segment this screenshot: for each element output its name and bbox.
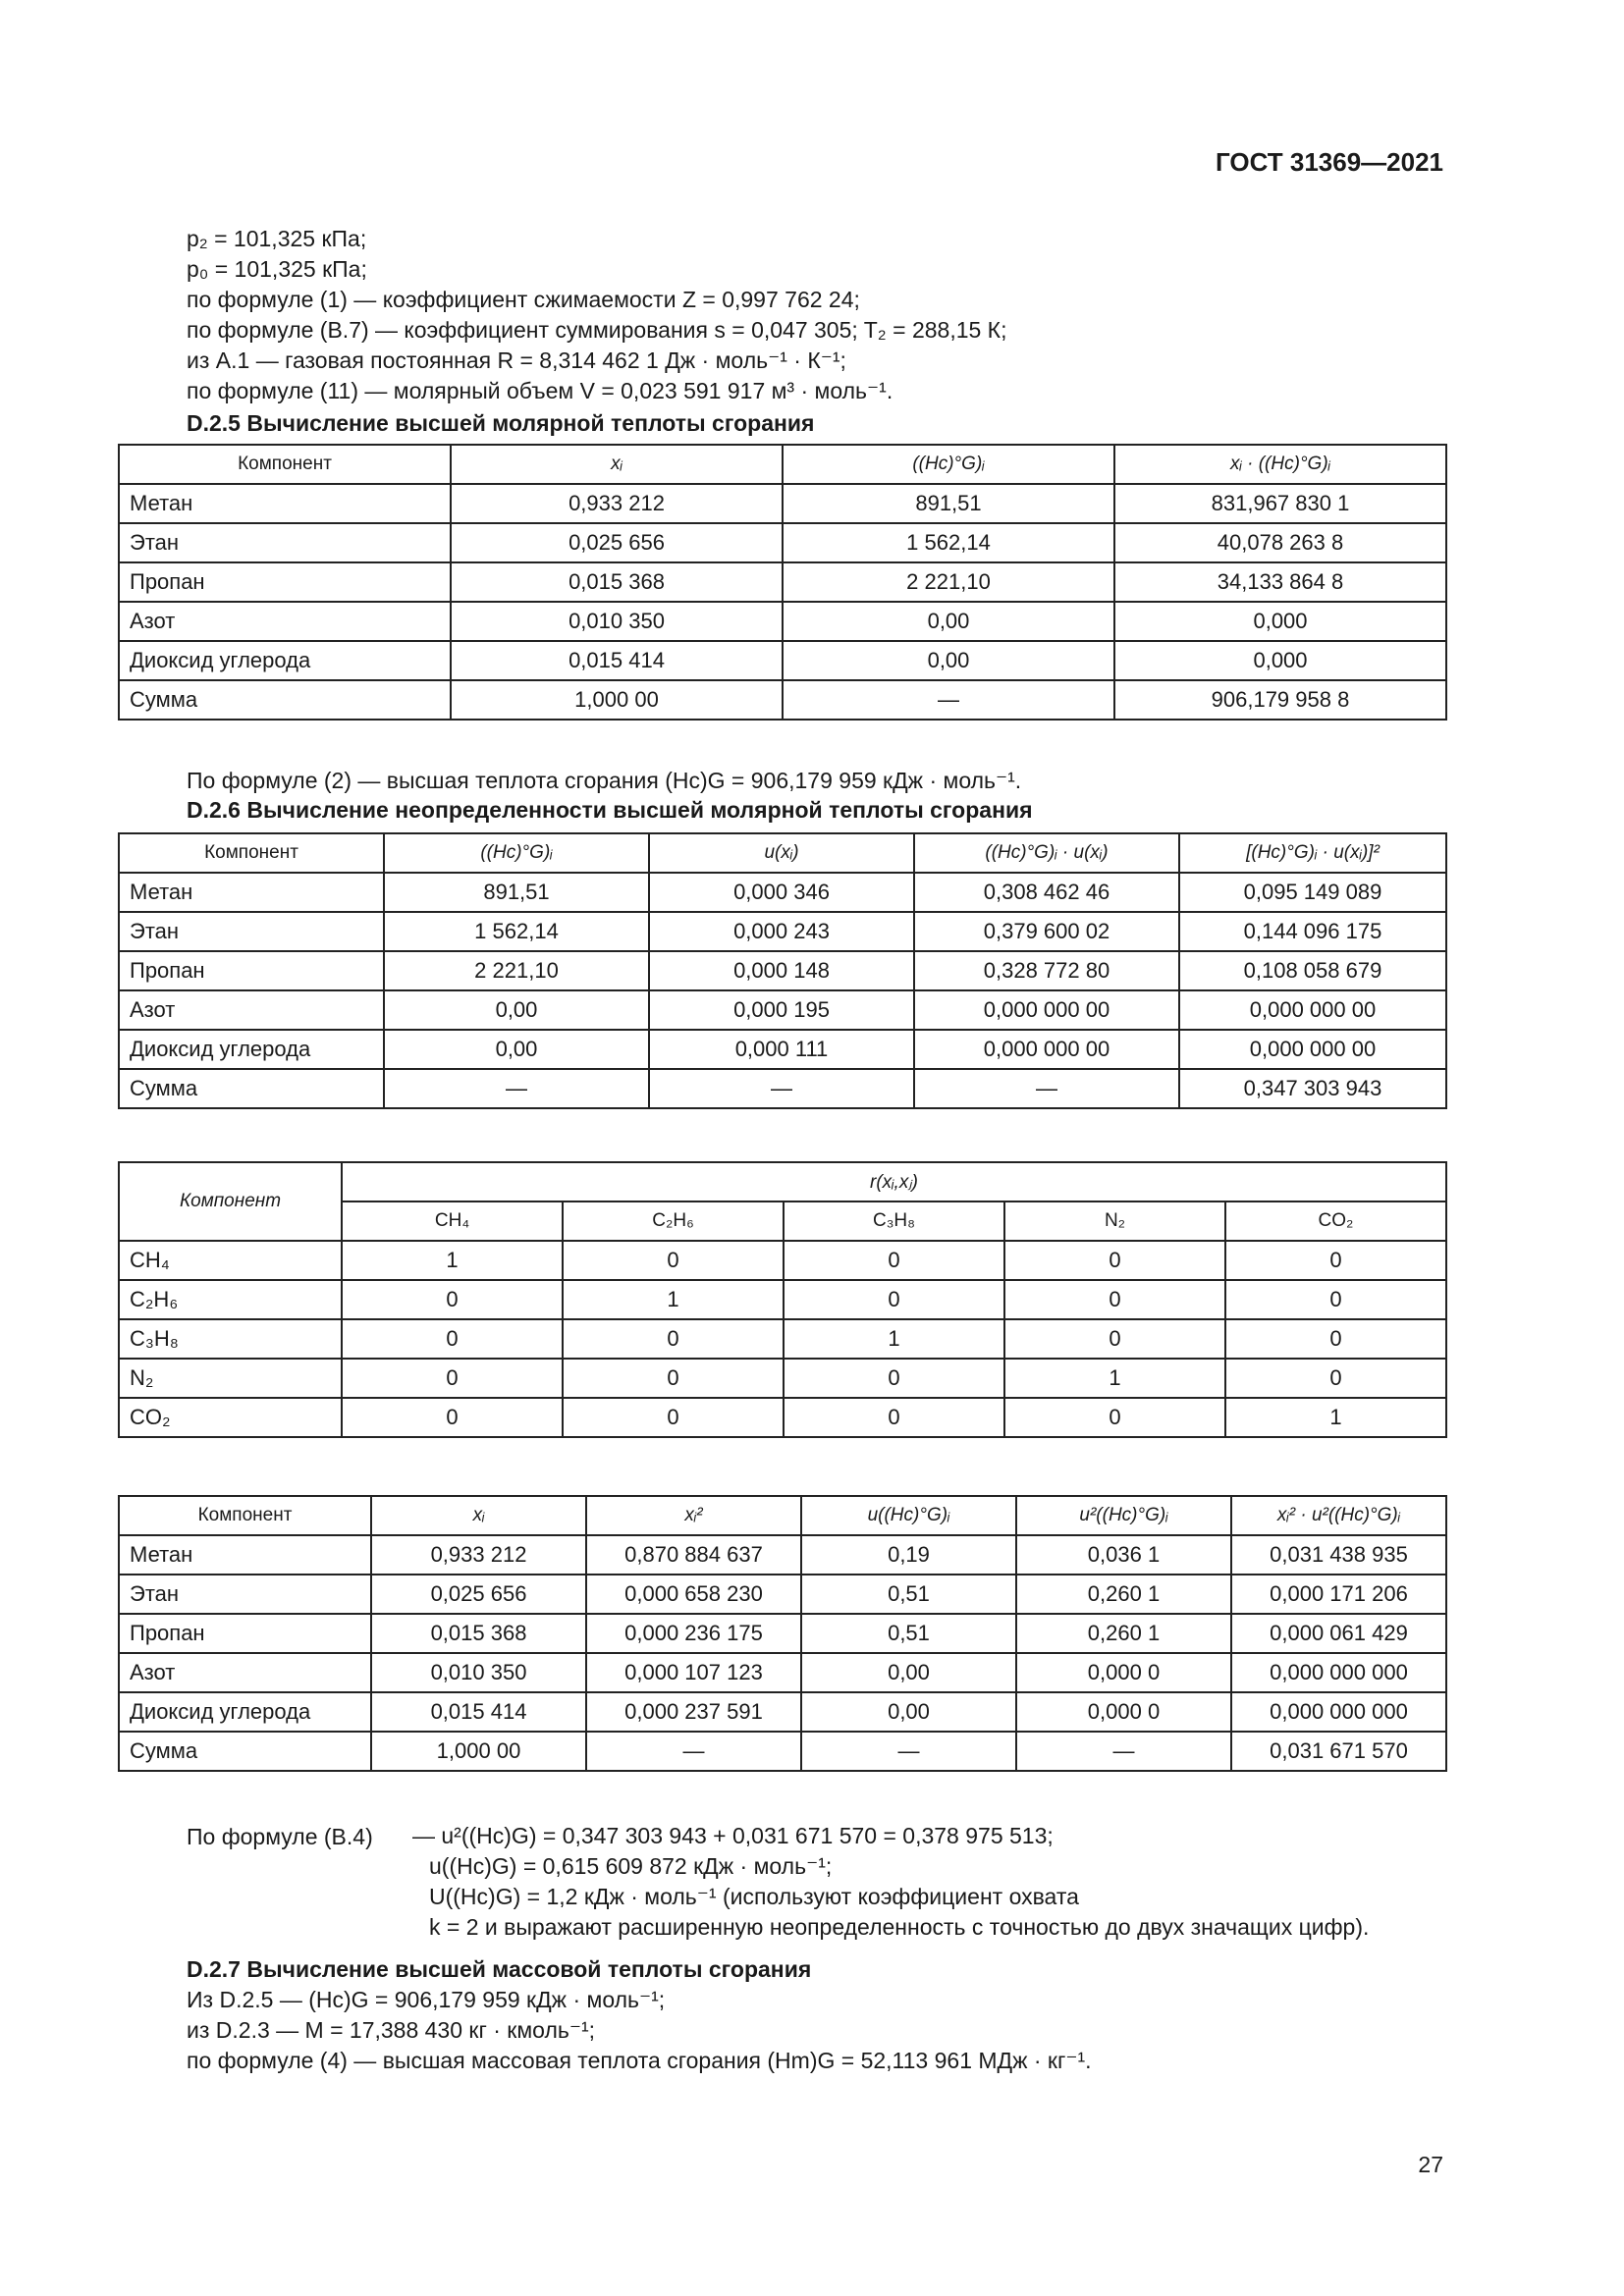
document-code: ГОСТ 31369—2021 bbox=[1216, 147, 1443, 177]
formula-b4-line-4: k = 2 и выражают расширенную неопределенность с точностью до двух значащих цифр). bbox=[429, 1914, 1370, 1940]
formula-b4-line-2: u((Hc)G) = 0,615 609 872 кДж · моль⁻¹; bbox=[429, 1853, 833, 1879]
intro-line-z: по формуле (1) — коэффициент сжимаемости Z = 0,997 762 24; bbox=[187, 287, 860, 312]
cell: 0,000 346 bbox=[649, 873, 914, 912]
cell: Диоксид углерода bbox=[119, 1030, 384, 1069]
cell: 0,000 bbox=[1114, 602, 1446, 641]
cell: 0,51 bbox=[801, 1614, 1016, 1653]
table-row bbox=[119, 1653, 1446, 1692]
cell: 0,010 350 bbox=[451, 602, 783, 641]
cell: 0,00 bbox=[783, 602, 1114, 641]
section-d26-title: D.2.6 Вычисление неопределенности высшей молярной теплоты сгорания bbox=[187, 797, 1033, 823]
cell: 0,000 bbox=[1114, 641, 1446, 680]
cell: 1,000 00 bbox=[371, 1732, 586, 1771]
intro-line-r: из A.1 — газовая постоянная R = 8,314 462 1 Дж · моль⁻¹ · К⁻¹; bbox=[187, 347, 846, 373]
intro-line-s: по формуле (B.7) — коэффициент суммирования s = 0,047 305; T₂ = 288,15 К; bbox=[187, 317, 1007, 343]
cell: 0,015 368 bbox=[371, 1614, 586, 1653]
cell: 0,51 bbox=[801, 1575, 1016, 1614]
header-cell: xᵢ bbox=[371, 1496, 586, 1535]
table-row bbox=[119, 1692, 1446, 1732]
table-row bbox=[119, 1030, 1446, 1069]
cell: 0,328 772 80 bbox=[914, 951, 1179, 990]
cell: 0,025 656 bbox=[451, 523, 783, 562]
page-number: 27 bbox=[1418, 2152, 1443, 2177]
cell: 0,00 bbox=[384, 1030, 649, 1069]
table-d25 bbox=[118, 444, 1447, 721]
cell: 0,108 058 679 bbox=[1179, 951, 1446, 990]
cell: Пропан bbox=[119, 951, 384, 990]
cell: 0,000 243 bbox=[649, 912, 914, 951]
header-cell: u²((Hc)°G)ᵢ bbox=[1016, 1496, 1231, 1535]
cell: 0,260 1 bbox=[1016, 1614, 1231, 1653]
cell: 0,000 107 123 bbox=[586, 1653, 801, 1692]
cell: 0,000 000 000 bbox=[1231, 1692, 1446, 1732]
cell: 1 562,14 bbox=[384, 912, 649, 951]
cell: Сумма bbox=[119, 1732, 371, 1771]
table-row bbox=[119, 1069, 1446, 1108]
cell: 2 221,10 bbox=[783, 562, 1114, 602]
table-row bbox=[119, 523, 1446, 562]
table-row bbox=[119, 602, 1446, 641]
cell: — bbox=[649, 1069, 914, 1108]
table-row bbox=[119, 951, 1446, 990]
cell: 1,000 00 bbox=[451, 680, 783, 720]
cell: 0,000 195 bbox=[649, 990, 914, 1030]
d27-line-1: Из D.2.5 — (Hc)G = 906,179 959 кДж · моль⁻¹; bbox=[187, 1987, 666, 2012]
cell: — bbox=[384, 1069, 649, 1108]
cell: 0,19 bbox=[801, 1535, 1016, 1575]
header-cell: C₃H₈ bbox=[784, 1201, 1004, 1241]
table-row bbox=[119, 1398, 1446, 1437]
cell: 0,933 212 bbox=[371, 1535, 586, 1575]
cell: 0,000 000 000 bbox=[1231, 1653, 1446, 1692]
table-row bbox=[119, 1614, 1446, 1653]
table-row bbox=[119, 1319, 1446, 1359]
cell: 0,000 148 bbox=[649, 951, 914, 990]
d27-line-3: по формуле (4) — высшая массовая теплота сгорания (Hm)G = 52,113 961 МДж · кг⁻¹. bbox=[187, 2048, 1092, 2073]
header-cell: ((Hc)°G)ᵢ bbox=[384, 833, 649, 873]
cell: 0,031 671 570 bbox=[1231, 1732, 1446, 1771]
cell: 0,010 350 bbox=[371, 1653, 586, 1692]
cell: 1 bbox=[784, 1319, 1004, 1359]
header-cell: ((Hc)°G)ᵢ · u(xᵢ) bbox=[914, 833, 1179, 873]
table-correlation bbox=[118, 1161, 1447, 1438]
header-cell: C₂H₆ bbox=[563, 1201, 784, 1241]
cell: 0 bbox=[1225, 1280, 1446, 1319]
cell: 0 bbox=[1225, 1319, 1446, 1359]
cell: 0 bbox=[563, 1241, 784, 1280]
cell: 0,000 0 bbox=[1016, 1653, 1231, 1692]
cell: 0,00 bbox=[801, 1692, 1016, 1732]
cell: Метан bbox=[119, 1535, 371, 1575]
cell: 0,308 462 46 bbox=[914, 873, 1179, 912]
table-sensitivity bbox=[118, 1495, 1447, 1772]
formula-b4-line-1: — u²((Hc)G) = 0,347 303 943 + 0,031 671 570 = 0,378 975 513; bbox=[412, 1823, 1054, 1848]
cell: 40,078 263 8 bbox=[1114, 523, 1446, 562]
cell: 34,133 864 8 bbox=[1114, 562, 1446, 602]
cell: Азот bbox=[119, 990, 384, 1030]
cell: 0,000 658 230 bbox=[586, 1575, 801, 1614]
table-row bbox=[119, 1280, 1446, 1319]
header-cell: u((Hc)°G)ᵢ bbox=[801, 1496, 1016, 1535]
section-d27-title: D.2.7 Вычисление высшей массовой теплоты сгорания bbox=[187, 1956, 812, 1982]
cell: 0 bbox=[342, 1359, 563, 1398]
cell: Азот bbox=[119, 1653, 371, 1692]
cell: C₃H₈ bbox=[119, 1319, 342, 1359]
table-header-row bbox=[119, 833, 1446, 873]
cell: 0 bbox=[1004, 1398, 1225, 1437]
table-row bbox=[119, 873, 1446, 912]
header-cell: N₂ bbox=[1004, 1201, 1225, 1241]
header-cell: u(xᵢ) bbox=[649, 833, 914, 873]
formula-b4-line-3: U((Hc)G) = 1,2 кДж · моль⁻¹ (используют коэффициент охвата bbox=[429, 1884, 1079, 1909]
cell: 0 bbox=[1225, 1241, 1446, 1280]
cell: 0 bbox=[342, 1280, 563, 1319]
cell: 0,933 212 bbox=[451, 484, 783, 523]
cell: Пропан bbox=[119, 1614, 371, 1653]
section-d25-title: D.2.5 Вычисление высшей молярной теплоты сгорания bbox=[187, 410, 815, 436]
d27-line-2: из D.2.3 — M = 17,388 430 кг · кмоль⁻¹; bbox=[187, 2017, 596, 2043]
cell: 0,000 000 00 bbox=[1179, 990, 1446, 1030]
cell: 891,51 bbox=[783, 484, 1114, 523]
cell: 891,51 bbox=[384, 873, 649, 912]
cell: 0,000 000 00 bbox=[914, 990, 1179, 1030]
cell: Диоксид углерода bbox=[119, 1692, 371, 1732]
cell: Этан bbox=[119, 912, 384, 951]
cell: 0,260 1 bbox=[1016, 1575, 1231, 1614]
cell: 0,036 1 bbox=[1016, 1535, 1231, 1575]
cell: 0 bbox=[784, 1398, 1004, 1437]
cell: 0,000 061 429 bbox=[1231, 1614, 1446, 1653]
cell: Сумма bbox=[119, 680, 451, 720]
cell: — bbox=[1016, 1732, 1231, 1771]
d25-result-line: По формуле (2) — высшая теплота сгорания (Hc)G = 906,179 959 кДж · моль⁻¹. bbox=[187, 768, 1022, 793]
cell: Диоксид углерода bbox=[119, 641, 451, 680]
cell: — bbox=[914, 1069, 1179, 1108]
table-header-row bbox=[119, 1496, 1446, 1535]
header-cell: [(Hc)°G)ᵢ · u(xᵢ)]² bbox=[1179, 833, 1446, 873]
cell: 906,179 958 8 bbox=[1114, 680, 1446, 720]
header-cell: CO₂ bbox=[1225, 1201, 1446, 1241]
cell: CO₂ bbox=[119, 1398, 342, 1437]
cell: N₂ bbox=[119, 1359, 342, 1398]
header-cell: Компонент bbox=[119, 1162, 342, 1241]
cell: 0,870 884 637 bbox=[586, 1535, 801, 1575]
table-row bbox=[119, 1535, 1446, 1575]
cell: 831,967 830 1 bbox=[1114, 484, 1446, 523]
header-cell: xᵢ · ((Hc)°G)ᵢ bbox=[1114, 445, 1446, 484]
cell: C₂H₆ bbox=[119, 1280, 342, 1319]
cell: 0 bbox=[784, 1241, 1004, 1280]
cell: 1 bbox=[342, 1241, 563, 1280]
intro-line-p0: p₀ = 101,325 кПа; bbox=[187, 256, 367, 282]
cell: 0 bbox=[563, 1359, 784, 1398]
cell: 0,000 236 175 bbox=[586, 1614, 801, 1653]
cell: 0,000 111 bbox=[649, 1030, 914, 1069]
table-row bbox=[119, 912, 1446, 951]
table-row bbox=[119, 1359, 1446, 1398]
cell: 1 562,14 bbox=[783, 523, 1114, 562]
cell: 0,00 bbox=[801, 1653, 1016, 1692]
cell: 0,000 000 00 bbox=[914, 1030, 1179, 1069]
cell: 1 bbox=[563, 1280, 784, 1319]
cell: Метан bbox=[119, 484, 451, 523]
table-row bbox=[119, 1241, 1446, 1280]
cell: 0,025 656 bbox=[371, 1575, 586, 1614]
cell: 0 bbox=[784, 1280, 1004, 1319]
formula-b4-label: По формуле (B.4) bbox=[187, 1824, 373, 1849]
cell: 0 bbox=[1004, 1241, 1225, 1280]
cell: 0 bbox=[784, 1359, 1004, 1398]
table-row bbox=[119, 990, 1446, 1030]
table-header-row bbox=[119, 445, 1446, 484]
cell: 0,144 096 175 bbox=[1179, 912, 1446, 951]
header-cell: ((Hc)°G)ᵢ bbox=[783, 445, 1114, 484]
cell: 0 bbox=[342, 1319, 563, 1359]
cell: 0,347 303 943 bbox=[1179, 1069, 1446, 1108]
header-cell: xᵢ² bbox=[586, 1496, 801, 1535]
cell: 0,000 000 00 bbox=[1179, 1030, 1446, 1069]
cell: 0,095 149 089 bbox=[1179, 873, 1446, 912]
cell: Пропан bbox=[119, 562, 451, 602]
table-header-row bbox=[119, 1162, 1446, 1201]
cell: 0,00 bbox=[783, 641, 1114, 680]
cell: 0,000 237 591 bbox=[586, 1692, 801, 1732]
table-row bbox=[119, 562, 1446, 602]
cell: — bbox=[783, 680, 1114, 720]
cell: 0 bbox=[1225, 1359, 1446, 1398]
cell: 1 bbox=[1225, 1398, 1446, 1437]
header-cell: r(xᵢ,xⱼ) bbox=[342, 1162, 1446, 1201]
header-cell: Компонент bbox=[119, 1496, 371, 1535]
cell: 0 bbox=[1004, 1319, 1225, 1359]
cell: 0,00 bbox=[384, 990, 649, 1030]
cell: 0,015 368 bbox=[451, 562, 783, 602]
cell: Сумма bbox=[119, 1069, 384, 1108]
header-cell: CH₄ bbox=[342, 1201, 563, 1241]
cell: CH₄ bbox=[119, 1241, 342, 1280]
cell: 0 bbox=[1004, 1280, 1225, 1319]
cell: 0,031 438 935 bbox=[1231, 1535, 1446, 1575]
cell: 0 bbox=[342, 1398, 563, 1437]
table-d26 bbox=[118, 832, 1447, 1109]
table-row bbox=[119, 1575, 1446, 1614]
cell: 0 bbox=[563, 1319, 784, 1359]
table-row bbox=[119, 1732, 1446, 1771]
cell: Азот bbox=[119, 602, 451, 641]
cell: 0,015 414 bbox=[371, 1692, 586, 1732]
cell: 0,000 171 206 bbox=[1231, 1575, 1446, 1614]
intro-line-v: по формуле (11) — молярный объем V = 0,023 591 917 м³ · моль⁻¹. bbox=[187, 378, 893, 403]
table-row bbox=[119, 484, 1446, 523]
table-row bbox=[119, 680, 1446, 720]
cell: 1 bbox=[1004, 1359, 1225, 1398]
header-cell: Компонент bbox=[119, 833, 384, 873]
header-cell: xᵢ bbox=[451, 445, 783, 484]
cell: Этан bbox=[119, 1575, 371, 1614]
table-row bbox=[119, 641, 1446, 680]
cell: — bbox=[801, 1732, 1016, 1771]
cell: 0,379 600 02 bbox=[914, 912, 1179, 951]
header-cell: Компонент bbox=[119, 445, 451, 484]
cell: 0,000 0 bbox=[1016, 1692, 1231, 1732]
intro-line-p2: p₂ = 101,325 кПа; bbox=[187, 226, 367, 251]
cell: Метан bbox=[119, 873, 384, 912]
cell: 0,015 414 bbox=[451, 641, 783, 680]
cell: — bbox=[586, 1732, 801, 1771]
cell: 0 bbox=[563, 1398, 784, 1437]
header-cell: xᵢ² · u²((Hc)°G)ᵢ bbox=[1231, 1496, 1446, 1535]
cell: 2 221,10 bbox=[384, 951, 649, 990]
cell: Этан bbox=[119, 523, 451, 562]
